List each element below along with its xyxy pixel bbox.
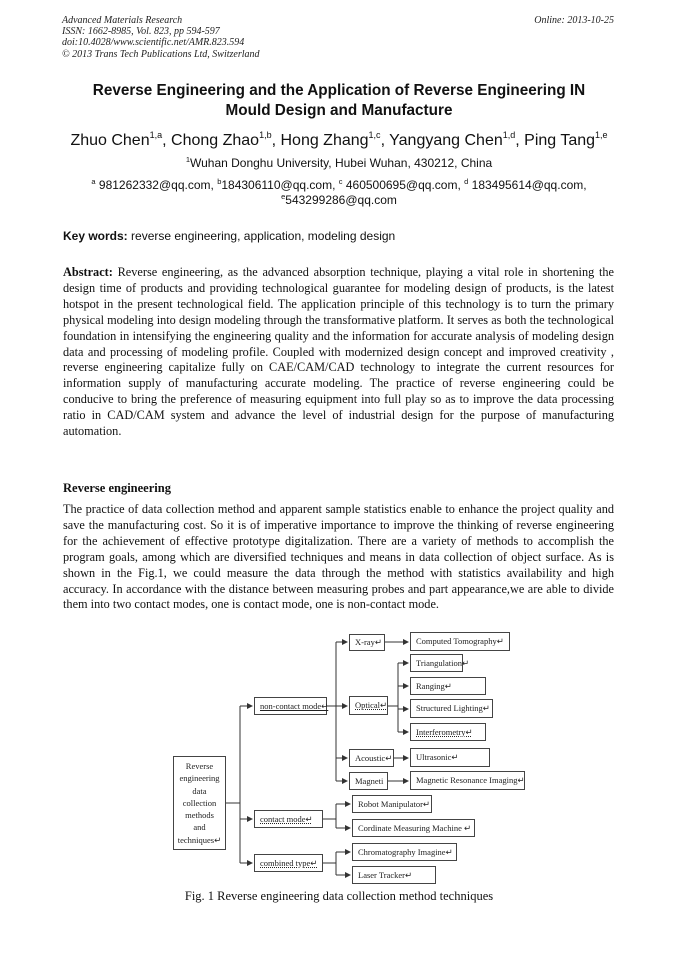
root-line: data: [192, 785, 207, 796]
journal-issn: ISSN: 1662-8985, Vol. 823, pp 594-597: [62, 26, 220, 38]
author-name: Zhuo Chen: [70, 132, 150, 149]
node-acoustic: Acoustic↵: [349, 749, 394, 767]
email-sup: b: [217, 177, 222, 186]
online-date: Online: 2013-10-25: [534, 15, 614, 26]
email-sup: d: [464, 177, 469, 186]
affiliation-text: Wuhan Donghu University, Hubei Wuhan, 430212, China: [189, 156, 493, 170]
node-coordinate-measuring-machine: Cordinate Measuring Machine ↵: [352, 819, 475, 837]
node-robot-manipulator: Robot Manipulator↵: [352, 795, 432, 813]
journal-header: [62, 15, 260, 60]
author-name: Ping Tang: [524, 132, 596, 149]
section-heading: Reverse engineering: [63, 481, 171, 495]
node-interferometry: Interferometry↵: [410, 723, 486, 741]
abstract-label: Abstract:: [63, 265, 113, 279]
node-computed-tomography: Computed Tomography↵: [410, 632, 510, 651]
root-line: collection: [182, 797, 217, 808]
affiliation-sup: 1: [185, 155, 190, 164]
node-laser-tracker: Laser Tracker↵: [352, 866, 436, 884]
node-x-ray: X-ray↵: [349, 634, 385, 651]
keywords-text: reverse engineering, application, modeling design: [131, 229, 396, 243]
keywords: [63, 229, 623, 244]
email-list: $^a$ 981262332@qq.com, $^b$184306110@qq.com, $^c$ 460500695@qq.com, $^d$ 183495614@qq.com, $^e$543299286@qq.com: [91, 177, 587, 207]
node-ultrasonic: Ultrasonic↵: [410, 748, 490, 767]
root-line: Reverse: [185, 761, 214, 772]
author-sup: 1,d: [502, 130, 516, 140]
node-contact-mode: contact mode↵: [254, 810, 323, 828]
node-optical: Optical↵: [349, 696, 388, 715]
node-chromatography-imagine: Chromatography Imagine↵: [352, 843, 457, 861]
author-name: Yangyang Chen: [389, 132, 503, 149]
affiliation: [40, 156, 638, 171]
email-sup: e: [281, 192, 286, 201]
email-address[interactable]: 184306110@qq.com: [221, 178, 333, 192]
email-sup: c: [338, 177, 343, 186]
abstract-text: Reverse engineering, as the advanced absorption technique, playing a vital role in shortening the design time of products and providing technological guarantee for modeling design of products, is the latest hotspot in the present technological field. The application principle of this technology is to turn the primary physical modeling into design modeling through the transformative platform. It serves as both the technological foundation in intensifying the engineering quality and the information for accurate analysis of modeling design data and processing of modeling profile. Coupled with modernized design concept and improved creativity , reverse engineering capitalize fully on CAE/CAM/CAD technology to integrate the current resources for information supply of manufacturing accurate modeling. The practice of reverse engineering could be conducive to bring the preference of measuring equipment into full play so as to improve the data processing ratio in CAD/CAM system and advance the level of industrial design for the purpose of manufacturing automation.: [63, 265, 614, 439]
author-name: Chong Zhao: [171, 132, 260, 149]
author-sup: 1,a: [149, 130, 163, 140]
journal-copyright: © 2013 Trans Tech Publications Ltd, Switzerland: [62, 48, 260, 60]
node-non-contact-mode: non-contact mode↵: [254, 697, 327, 715]
email-sup: a: [91, 177, 96, 186]
email-address[interactable]: 183495614@qq.com: [471, 178, 584, 192]
figure-caption: Fig. 1 Reverse engineering data collection method techniques: [184, 889, 494, 903]
title-line-2: Mould Design and Manufacture: [225, 102, 453, 119]
node-combined-type: combined type↵: [254, 854, 323, 872]
root-line: engineering: [179, 773, 220, 784]
node-ranging: Ranging↵: [410, 677, 486, 695]
journal-name: Advanced Materials Research: [62, 15, 183, 26]
email-address[interactable]: 981262332@qq.com: [98, 178, 211, 192]
title-line-1: Reverse Engineering and the Application of Reverse Engineering IN: [92, 82, 586, 99]
paper-title: [40, 81, 638, 121]
root-line: methods: [185, 810, 214, 821]
node-magneti: Magneti: [349, 772, 388, 790]
email-address[interactable]: 543299286@qq.com: [285, 193, 397, 207]
node-magnetic-resonance-imaging: Magnetic Resonance Imaging↵: [410, 771, 525, 790]
root-line: and: [193, 822, 206, 833]
abstract: [63, 265, 614, 440]
section-paragraph: The practice of data collection method and apparent sample statistics enable to enhance the project quality and save the manufacturing cost. So it is of imperative importance to improve the thinking of reverse engineering for the achievement of effective prototype digitalization. There are a variety of methods to accomplish the program goals, among which are diversified techniques and means in data collection of object surface. As is shown in the Fig.1, we could measure the data through the method with statistics availability and high accuracy. In accordance with the distance between measuring probes and part appearance,we are able to divide them into two contact modes, one is contact mode, one is non-contact mode.: [63, 502, 614, 612]
author-sup: 1,c: [368, 130, 381, 140]
author-name: Hong Zhang: [280, 132, 369, 149]
author-sup: 1,e: [595, 130, 608, 140]
node-structured-lighting: Structured Lighting↵: [410, 699, 493, 718]
journal-doi[interactable]: doi:10.4028/www.scientific.net/AMR.823.594: [62, 37, 245, 49]
root-line: techniques↵: [177, 834, 222, 845]
keywords-label: Key words:: [63, 229, 128, 243]
author-sup: 1,b: [259, 130, 272, 140]
author-list: Zhuo Chen$^{1,a}$, Chong Zhao$^{1,b}$, Hong Zhang$^{1,c}$, Yangyang Chen$^{1,d}$, Ping Tang$^{1,e}$: [70, 130, 608, 149]
email-address[interactable]: 460500695@qq.com: [345, 178, 458, 192]
root-node: [173, 756, 226, 850]
node-triangulation: Triangulation↵: [410, 654, 463, 672]
